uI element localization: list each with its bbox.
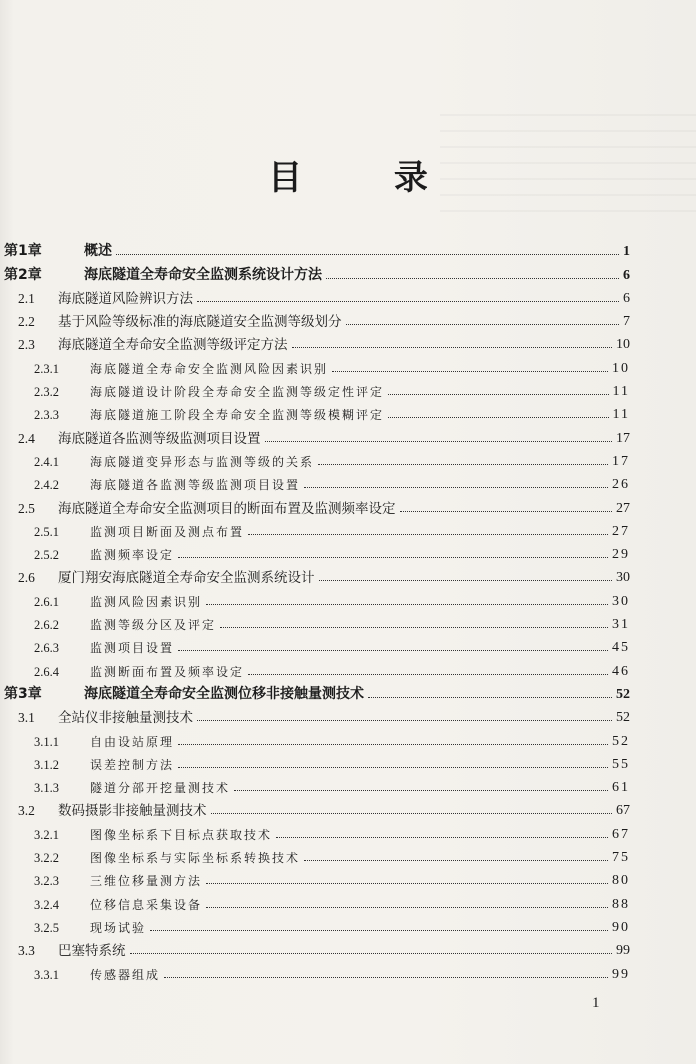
toc-entry-subsection — [0, 610, 630, 633]
toc-entry-number: 3.3.1 — [34, 967, 59, 982]
toc-entry-page: 29 — [612, 547, 630, 563]
dot-leader — [248, 674, 608, 675]
toc-entry-title: 海底隧道全寿命安全监测位移非接触量测技术 — [84, 685, 364, 702]
toc-entry-page: 11 — [612, 407, 630, 423]
toc-entry-title: 海底隧道设计阶段全寿命安全监测等级定性评定 — [90, 385, 385, 400]
toc-entry-title: 图像坐标系与实际坐标系转换技术 — [90, 851, 301, 866]
toc-entry-page: 17 — [612, 453, 630, 469]
toc-entry-page: 52 — [616, 710, 630, 726]
toc-entry-page: 30 — [612, 593, 630, 609]
dot-leader — [400, 511, 613, 512]
dot-leader — [388, 394, 609, 395]
toc-entry-number: 2.3.2 — [34, 385, 59, 400]
toc-entry-number: 2.6.4 — [34, 664, 59, 679]
dot-leader — [197, 301, 619, 302]
dot-leader — [326, 278, 619, 279]
toc-entry-page: 31 — [612, 617, 630, 633]
toc-entry-number: 2.6.2 — [34, 618, 59, 633]
toc-entry-title: 概述 — [84, 243, 112, 260]
dot-leader — [304, 487, 608, 488]
toc-entry-number: 2.6.3 — [34, 641, 59, 656]
toc-entry-number: 3.2.2 — [34, 851, 59, 866]
toc-entry-title: 海底隧道变异形态与监测等级的关系 — [90, 454, 315, 469]
toc-entry-number: 第2章 — [4, 266, 42, 283]
toc-entry-chapter — [0, 260, 630, 283]
toc-entry-title: 海底隧道各监测等级监测项目设置 — [90, 478, 301, 493]
toc-entry-title: 图像坐标系下目标点获取技术 — [90, 827, 273, 842]
toc-entry-page: 88 — [612, 896, 630, 912]
toc-entry-page: 1 — [623, 244, 630, 260]
dot-leader — [292, 347, 613, 348]
dot-leader — [150, 930, 608, 931]
toc-entry-subsection — [0, 633, 630, 656]
toc-entry-section — [0, 307, 630, 330]
toc-entry-title: 基于风险等级标准的海底隧道安全监测等级划分 — [58, 314, 342, 331]
toc-entry-section — [0, 563, 630, 586]
toc-entry-page: 26 — [612, 477, 630, 493]
toc-entry-section — [0, 796, 630, 819]
toc-entry-title: 自由设站原理 — [90, 734, 175, 749]
toc-entry-subsection — [0, 400, 630, 423]
dot-leader — [206, 907, 608, 908]
toc-entry-number: 2.2 — [18, 314, 35, 330]
toc-entry-title: 监测断面布置及频率设定 — [90, 664, 245, 679]
dot-leader — [178, 767, 608, 768]
toc-entry-page: 99 — [616, 943, 630, 959]
dot-leader — [248, 534, 608, 535]
toc-entry-number: 2.5.1 — [34, 524, 59, 539]
toc-entry-number: 2.4 — [18, 430, 35, 446]
dot-leader — [276, 837, 608, 838]
toc-entry-page: 61 — [612, 780, 630, 796]
toc-entry-title: 位移信息采集设备 — [90, 897, 203, 912]
toc-entry-page: 6 — [623, 290, 630, 306]
toc-entry-page: 55 — [612, 756, 630, 772]
toc-entry-number: 3.2.5 — [34, 920, 59, 935]
toc-entry-number: 2.6.1 — [34, 594, 59, 609]
toc-entry-page: 45 — [612, 640, 630, 656]
dot-leader — [265, 441, 613, 442]
toc-entry-title: 隧道分部开挖量测技术 — [90, 781, 231, 796]
toc-entry-number: 2.3 — [18, 337, 35, 353]
toc-entry-number: 2.5 — [18, 500, 35, 516]
toc-entry-page: 10 — [612, 360, 630, 376]
toc-entry-number: 3.1 — [18, 710, 35, 726]
toc-entry-page: 75 — [612, 850, 630, 866]
toc-entry-page: 17 — [616, 430, 630, 446]
dot-leader — [319, 580, 613, 581]
toc-entry-number: 2.4.2 — [34, 478, 59, 493]
toc-entry-chapter — [0, 237, 630, 260]
toc-entry-subsection — [0, 889, 630, 912]
toc-entry-subsection — [0, 726, 630, 749]
toc-entry-title: 巴塞特系统 — [58, 943, 126, 960]
toc-entry-title: 现场试验 — [90, 920, 147, 935]
toc-entry-title: 厦门翔安海底隧道全寿命安全监测系统设计 — [58, 570, 315, 587]
toc-entry-page: 27 — [616, 500, 630, 516]
toc-entry-title: 监测频率设定 — [90, 548, 175, 563]
table-of-contents — [0, 237, 630, 983]
toc-entry-title: 海底隧道各监测等级监测项目设置 — [58, 430, 261, 447]
dot-leader — [178, 650, 608, 651]
toc-entry-subsection — [0, 913, 630, 936]
toc-entry-title: 监测项目断面及测点布置 — [90, 524, 245, 539]
toc-entry-title: 数码摄影非接触量测技术 — [58, 803, 207, 820]
toc-entry-subsection — [0, 470, 630, 493]
toc-entry-title: 海底隧道风险辨识方法 — [58, 290, 193, 307]
toc-entry-title: 三维位移量测方法 — [90, 874, 203, 889]
toc-entry-number: 2.3.1 — [34, 361, 59, 376]
toc-entry-number: 2.1 — [18, 290, 35, 306]
toc-entry-section — [0, 703, 630, 726]
dot-leader — [164, 977, 608, 978]
toc-entry-subsection — [0, 750, 630, 773]
dot-leader — [178, 744, 608, 745]
dot-leader — [130, 953, 613, 954]
toc-entry-number: 3.2.4 — [34, 897, 59, 912]
dot-leader — [220, 627, 608, 628]
toc-entry-number: 3.1.2 — [34, 757, 59, 772]
toc-entry-number: 3.1.1 — [34, 734, 59, 749]
toc-entry-subsection — [0, 656, 630, 679]
toc-entry-title: 监测风险因素识别 — [90, 594, 203, 609]
toc-entry-number: 2.6 — [18, 570, 35, 586]
toc-entry-title: 海底隧道全寿命安全监测项目的断面布置及监测频率设定 — [58, 500, 396, 517]
toc-entry-subsection — [0, 353, 630, 376]
toc-entry-number: 2.4.1 — [34, 454, 59, 469]
toc-entry-page: 6 — [623, 267, 630, 283]
toc-entry-section — [0, 936, 630, 959]
toc-entry-number: 第3章 — [4, 685, 42, 702]
dot-leader — [206, 883, 608, 884]
toc-entry-section — [0, 284, 630, 307]
toc-entry-subsection — [0, 959, 630, 982]
dot-leader — [368, 697, 612, 698]
toc-entry-page: 30 — [616, 570, 630, 586]
toc-entry-section — [0, 493, 630, 516]
toc-entry-subsection — [0, 517, 630, 540]
toc-entry-page: 99 — [612, 966, 630, 982]
toc-entry-subsection — [0, 819, 630, 842]
toc-entry-page: 67 — [612, 826, 630, 842]
toc-entry-subsection — [0, 377, 630, 400]
dot-leader — [234, 790, 608, 791]
toc-entry-number: 3.1.3 — [34, 781, 59, 796]
toc-entry-number: 3.2.3 — [34, 874, 59, 889]
toc-entry-number: 3.3 — [18, 943, 35, 959]
dot-leader — [346, 324, 620, 325]
toc-entry-subsection — [0, 586, 630, 609]
toc-entry-subsection — [0, 866, 630, 889]
dot-leader — [206, 604, 608, 605]
dot-leader — [318, 464, 608, 465]
toc-entry-number: 2.3.3 — [34, 408, 59, 423]
toc-entry-subsection — [0, 447, 630, 470]
toc-entry-title: 传感器组成 — [90, 967, 161, 982]
toc-entry-title: 海底隧道全寿命安全监测系统设计方法 — [84, 266, 322, 283]
toc-entry-title: 海底隧道施工阶段全寿命安全监测等级模糊评定 — [90, 408, 385, 423]
toc-entry-chapter — [0, 680, 630, 703]
toc-entry-page: 46 — [612, 663, 630, 679]
dot-leader — [178, 557, 608, 558]
dot-leader — [116, 254, 619, 255]
toc-entry-title: 监测等级分区及评定 — [90, 618, 217, 633]
toc-entry-subsection — [0, 843, 630, 866]
toc-entry-page: 10 — [616, 337, 630, 353]
toc-entry-page: 52 — [612, 733, 630, 749]
toc-entry-title: 海底隧道全寿命安全监测风险因素识别 — [90, 361, 329, 376]
toc-entry-subsection — [0, 773, 630, 796]
dot-leader — [211, 813, 613, 814]
toc-entry-title: 误差控制方法 — [90, 757, 175, 772]
toc-entry-page: 27 — [612, 523, 630, 539]
toc-entry-title: 全站仪非接触量测技术 — [58, 710, 193, 727]
toc-entry-page: 90 — [612, 919, 630, 935]
page-title: 目 录 — [268, 158, 468, 198]
dot-leader — [332, 371, 608, 372]
toc-entry-page: 7 — [623, 314, 630, 330]
toc-entry-section — [0, 330, 630, 353]
toc-entry-number: 3.2 — [18, 803, 35, 819]
toc-entry-subsection — [0, 540, 630, 563]
toc-entry-number: 3.2.1 — [34, 827, 59, 842]
toc-entry-page: 80 — [612, 873, 630, 889]
toc-entry-title: 监测项目设置 — [90, 641, 175, 656]
dot-leader — [388, 417, 609, 418]
toc-entry-page: 52 — [616, 686, 630, 702]
toc-entry-page: 67 — [616, 803, 630, 819]
dot-leader — [304, 860, 608, 861]
toc-entry-section — [0, 423, 630, 446]
toc-entry-number: 2.5.2 — [34, 548, 59, 563]
dot-leader — [197, 720, 612, 721]
toc-entry-page: 11 — [612, 384, 630, 400]
page-number: 1 — [592, 995, 600, 1011]
toc-entry-number: 第1章 — [4, 243, 42, 260]
toc-entry-title: 海底隧道全寿命安全监测等级评定方法 — [58, 337, 288, 354]
